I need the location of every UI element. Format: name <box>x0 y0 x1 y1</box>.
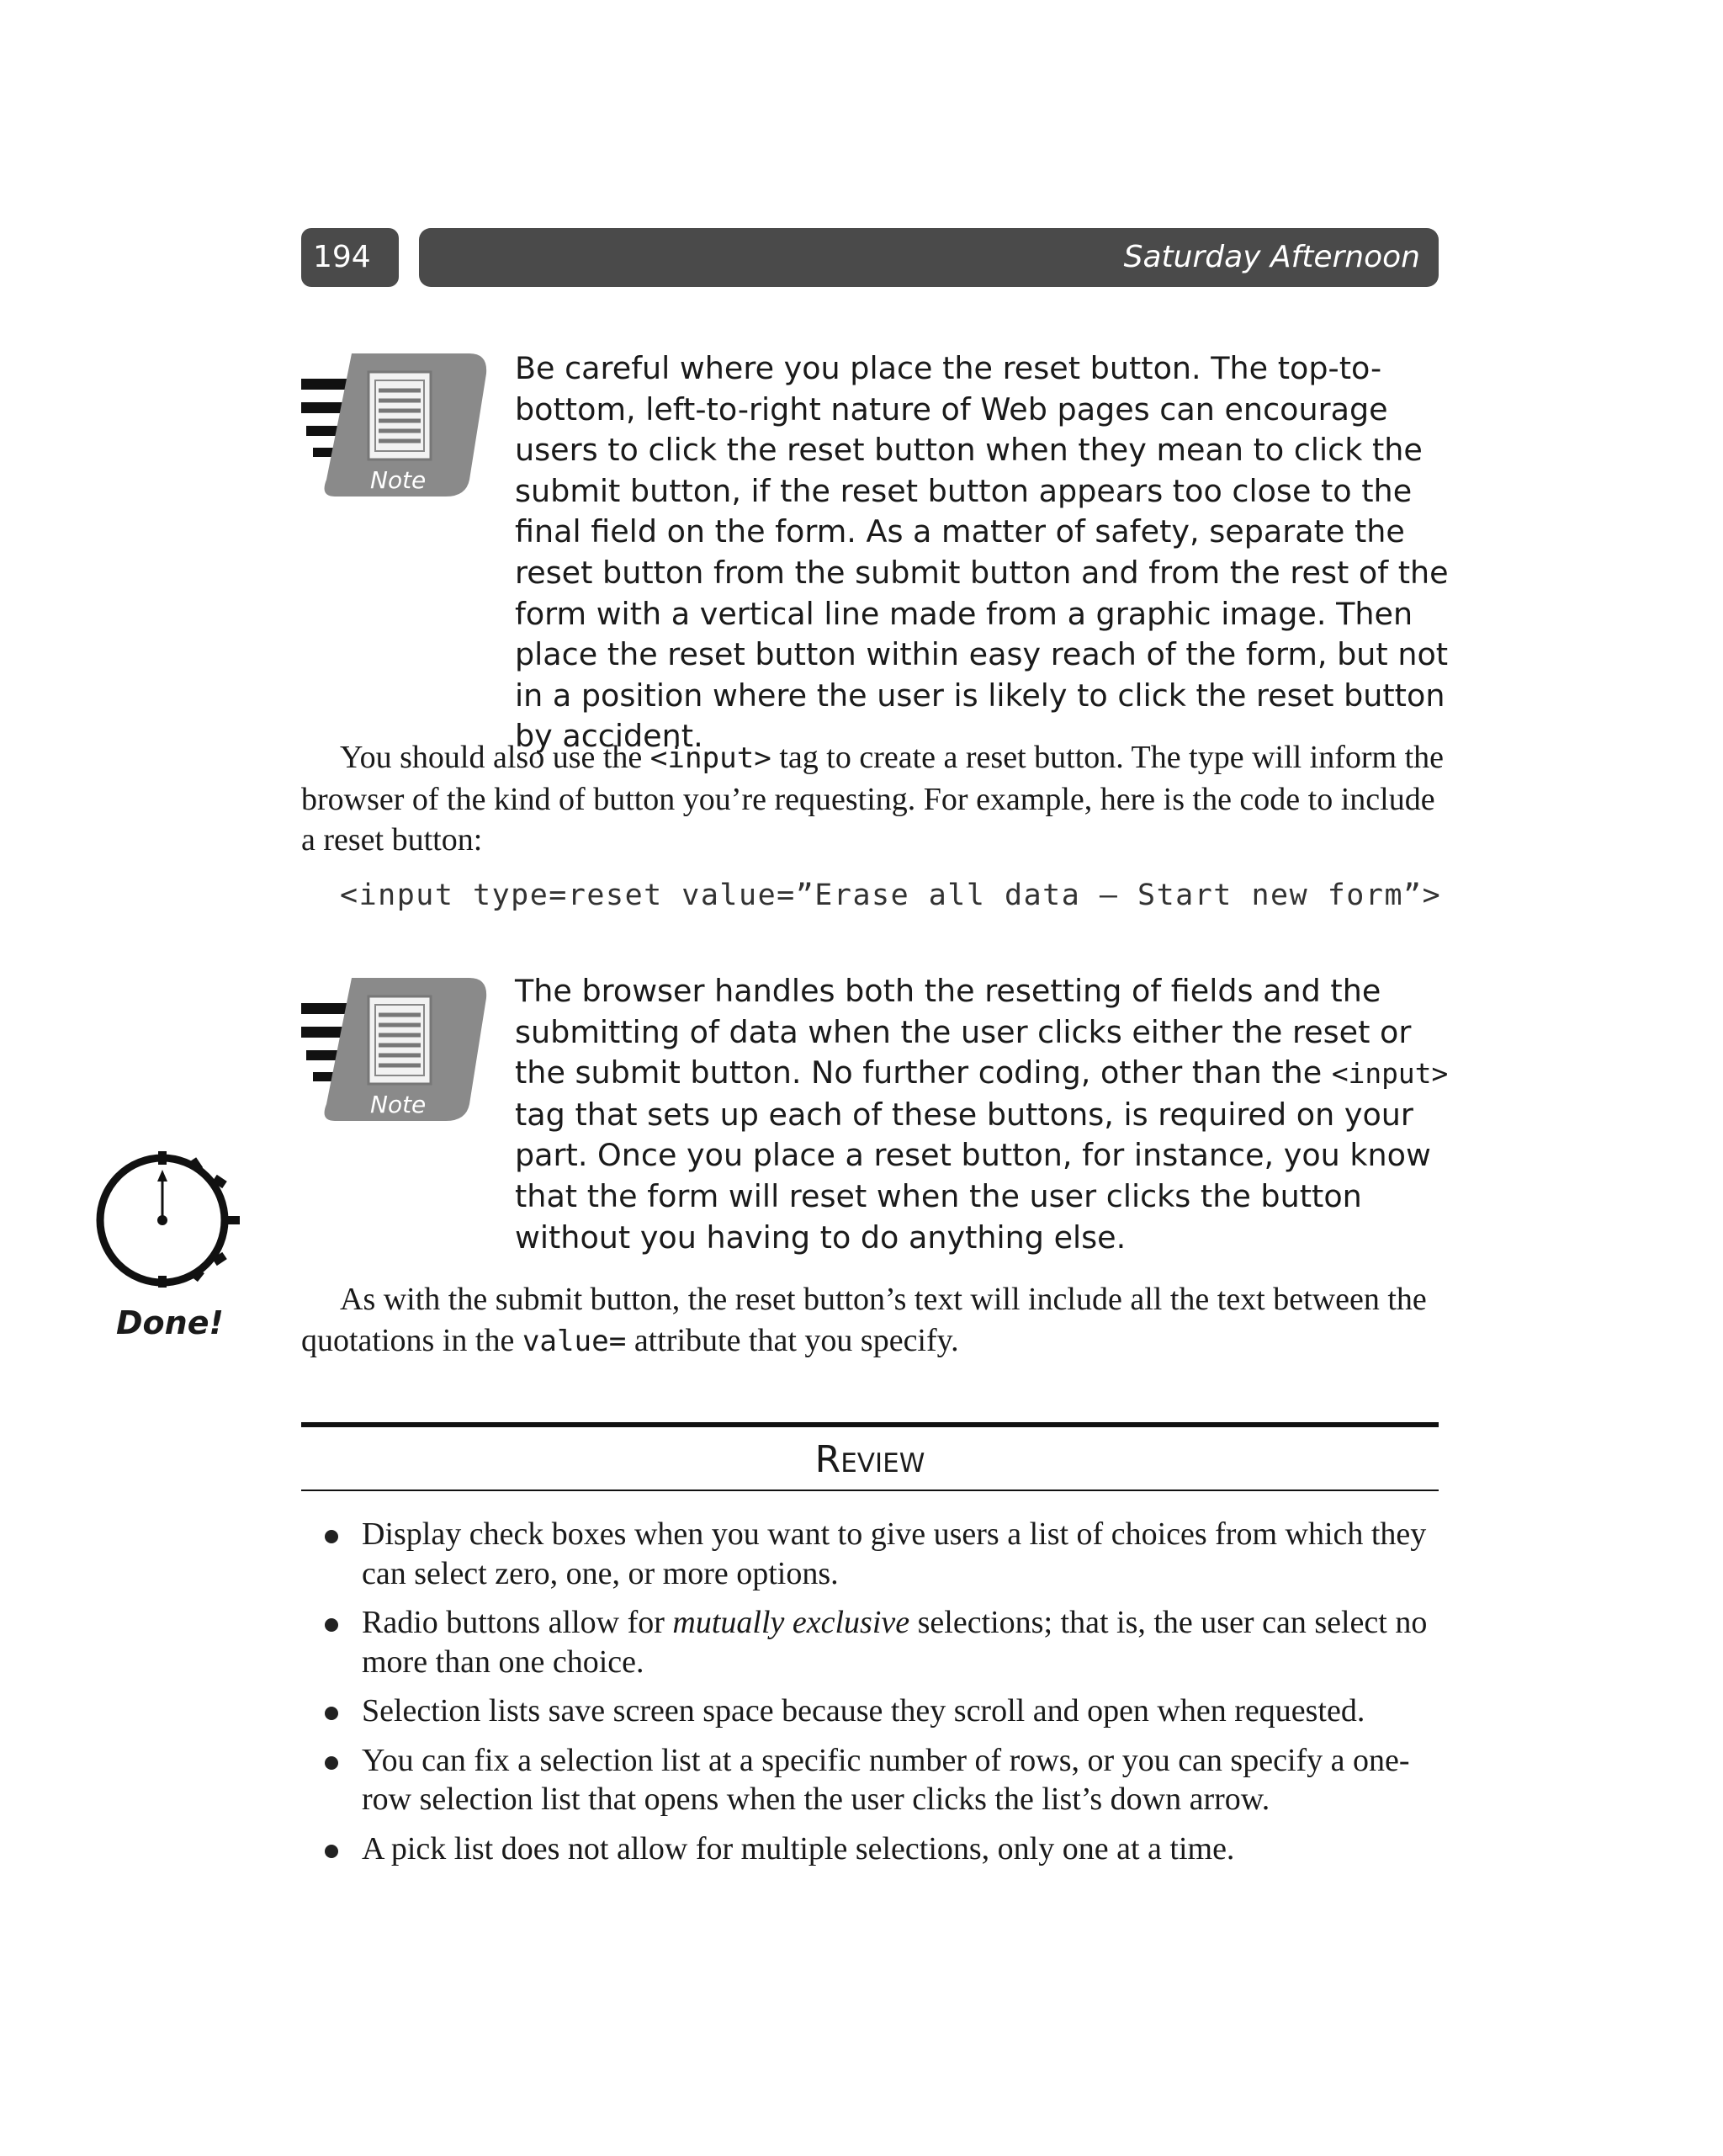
note-icon <box>301 353 495 505</box>
list-item-text: You can fix a selection list at a specific number of rows, or you can specify a one-row selection list that opens when the user clicks the list’s down arrow. <box>362 1742 1410 1817</box>
body-paragraph <box>301 737 1445 861</box>
list-item <box>320 1515 1439 1593</box>
emphasis-text: mutually exclusive <box>672 1605 910 1640</box>
bullet-icon <box>325 1845 338 1858</box>
note-icon-label: Note <box>370 466 427 494</box>
inline-code: value= <box>522 1324 627 1358</box>
section-rule-top <box>301 1422 1439 1427</box>
bullet-icon <box>325 1756 338 1770</box>
text-run: You should also use the <box>340 740 650 775</box>
text-run: The browser handles both the resetting of fields and the submitting of data when the user clicks either the reset or the submit button. No further coding, other than the <box>515 973 1412 1091</box>
review-list <box>320 1515 1439 1878</box>
list-item-text: A pick list does not allow for multiple selections, only one at a time. <box>362 1830 1235 1867</box>
running-title: Saturday Afternoon <box>1123 240 1420 274</box>
body-paragraph <box>301 1279 1445 1362</box>
text-run: tag that sets up each of these buttons, is required on your part. Once you place a reset button, for instance, you know that the form will reset when the user clicks the button without you having to do anything else. <box>515 1096 1431 1256</box>
review-heading: Review <box>814 1438 925 1481</box>
page-number: 194 <box>301 228 399 287</box>
running-header <box>419 228 1439 287</box>
text-run: tag to create a reset button. The type will inform the browser of the kind of button you’re requesting. For example, here is the code to include a reset button: <box>301 740 1445 858</box>
note-icon-label: Note <box>370 1091 427 1118</box>
list-item <box>320 1691 1439 1731</box>
list-item-text: Display check boxes when you want to give users a list of choices from which they can select zero, one, or more options. <box>362 1516 1427 1591</box>
inline-code: <input> <box>649 741 771 775</box>
text-run: attribute that you specify. <box>626 1322 959 1358</box>
stopwatch-icon <box>88 1144 257 1288</box>
inline-code: <input> <box>1331 1058 1449 1091</box>
code-example: <input type=reset value=”Erase all data – Start new form”> <box>340 879 1442 912</box>
bullet-icon <box>325 1618 338 1632</box>
note-icon <box>301 978 495 1129</box>
bullet-icon <box>325 1707 338 1720</box>
note-text <box>515 971 1449 1258</box>
done-label: Done! <box>116 1304 224 1341</box>
text-run: selections; that is, the user can select no more than one choice. <box>362 1605 1428 1680</box>
list-item <box>320 1829 1439 1869</box>
text-run: As with the submit button, the reset button’s text will include all the text between the quotations in the <box>301 1282 1427 1358</box>
text-run: Radio buttons allow for <box>362 1605 673 1640</box>
section-rule-bottom <box>301 1490 1439 1491</box>
list-item-text: Selection lists save screen space because they scroll and open when requested. <box>362 1693 1365 1729</box>
note-text: Be careful where you place the reset button. The top-to-bottom, left-to-right nature of Web pages can encourage users to click the reset button when they mean to click the submit button, if the reset button appears too close to the final field on the form. As a matter of safety, separate the reset button from the submit button and from the rest of the form with a vertical line made from a graphic image. Then place the reset button within easy reach of the form, but not in a position where the user is likely to click the reset button by accident. <box>515 350 1449 755</box>
bullet-icon <box>325 1530 338 1543</box>
list-item <box>320 1603 1439 1681</box>
list-item <box>320 1741 1439 1819</box>
